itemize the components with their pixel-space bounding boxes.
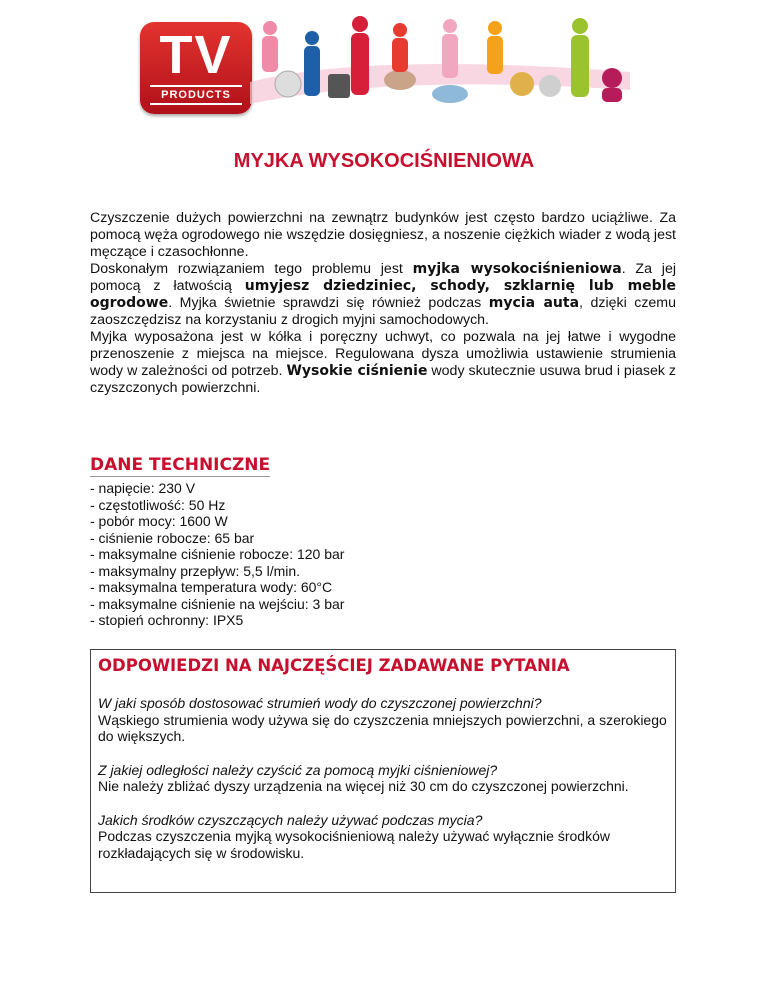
faq-answer: Nie należy zbliżać dyszy urządzenia na więcej niż 30 cm do czyszczonej powierzchni. xyxy=(98,778,629,794)
logo-tv-text: TV xyxy=(159,25,233,85)
faq-title: ODPOWIEDZI NA NAJCZĘŚCIEJ ZADAWANE PYTANIA xyxy=(98,656,570,675)
highlight-text: Wysokie ciśnienie xyxy=(286,363,428,379)
product-thumb-icon xyxy=(539,75,561,97)
spec-item: - maksymalny przepływ: 5,5 l/min. xyxy=(90,562,301,579)
product-description xyxy=(90,210,676,397)
faq-item xyxy=(98,762,668,795)
spec-item: - napięcie: 230 V xyxy=(90,480,196,496)
page-title: MYJKA WYSOKOCIŚNIENIOWA xyxy=(233,150,535,172)
highlight-text: myjka wysokociśnieniowa xyxy=(412,261,622,277)
spec-item: - pobór mocy: 1600 W xyxy=(90,513,228,529)
people-silhouettes-banner xyxy=(250,12,630,122)
person-silhouette-icon xyxy=(442,19,458,78)
faq-item xyxy=(98,812,668,862)
tv-products-logo[interactable] xyxy=(140,22,252,114)
faq-question: Jakich środków czyszczących należy używać podczas mycia? xyxy=(98,811,483,828)
person-silhouette-icon xyxy=(351,16,369,95)
spec-item: - maksymalne ciśnienie robocze: 120 bar xyxy=(90,546,345,562)
technical-data-section xyxy=(90,455,590,629)
person-silhouette-icon xyxy=(602,68,622,102)
faq-answer: Wąskiego strumienia wody używa się do czyszczenia mniejszych powierzchni, a szerokiego do większych. xyxy=(98,711,667,744)
spec-item: - ciśnienie robocze: 65 bar xyxy=(90,529,255,546)
product-thumb-icon xyxy=(328,74,350,98)
highlight-text: umyjesz dziedziniec, schody, szklarnię lub meble ogrodowe xyxy=(90,278,676,311)
intro-paragraph: Myjka wyposażona jest w kółka i poręczny uchwyt, co pozwala na jej łatwe i wygodne przenoszenie z miejsca na miejsce. Regulowana dysza umożliwia ustawienie strumienia wody w zależności od potrzeb. Wysokie ciśnienie wody skutecznie usuwa brud i piasek z czyszczonych powierzchni. xyxy=(90,329,677,396)
faq-item xyxy=(98,695,668,745)
person-silhouette-icon xyxy=(487,21,503,74)
faq-box xyxy=(90,649,676,893)
faq-question: W jaki sposób dostosować strumień wody do czyszczonej powierzchni? xyxy=(98,695,542,711)
product-thumb-icon xyxy=(432,85,468,103)
person-silhouette-icon xyxy=(304,31,320,96)
logo-products-text: PRODUCTS xyxy=(150,85,242,105)
faq-answer: Podczas czyszczenia myjką wysokociśnieniową należy używać wyłącznie środków rozkładających się w środowisku. xyxy=(98,828,610,861)
technical-data-list xyxy=(90,480,590,629)
intro-paragraph: Czyszczenie dużych powierzchni na zewnątrz budynków jest często bardzo uciążliwe. Za pomocą węża ogrodowego nie wszędzie dosięgniesz, a noszenie ciężkich wiader z wodą jest męczące i czasochłonne. xyxy=(90,210,676,260)
spec-item: - maksymalna temperatura wody: 60°C xyxy=(90,579,333,595)
person-silhouette-icon xyxy=(571,18,589,97)
spec-item: - stopień ochronny: IPX5 xyxy=(90,612,244,628)
faq-question: Z jakiej odległości należy czyścić za pomocą myjki ciśnieniowej? xyxy=(98,761,498,778)
person-silhouette-icon xyxy=(392,23,408,72)
intro-paragraph: Doskonałym rozwiązaniem tego problemu jest myjka wysokociśnieniowa. Za jej pomocą z łatwością umyjesz dziedziniec, schody, szklarnię lub meble ogrodowe. Myjka świetnie sprawdzi się również podczas mycia auta, dzięki czemu zaoszczędzisz na korzystaniu z drogich myjni samochodowych. xyxy=(90,261,677,328)
technical-data-title: DANE TECHNICZNE xyxy=(90,455,271,475)
spec-item: - częstotliwość: 50 Hz xyxy=(90,496,226,513)
product-thumb-icon xyxy=(510,72,534,96)
spec-item: - maksymalne ciśnienie na wejściu: 3 bar xyxy=(90,595,345,612)
product-thumb-icon xyxy=(384,70,416,90)
header-banner xyxy=(140,12,630,122)
product-thumb-icon xyxy=(275,71,301,97)
highlight-text: mycia auta xyxy=(488,295,580,311)
person-silhouette-icon xyxy=(262,21,278,72)
